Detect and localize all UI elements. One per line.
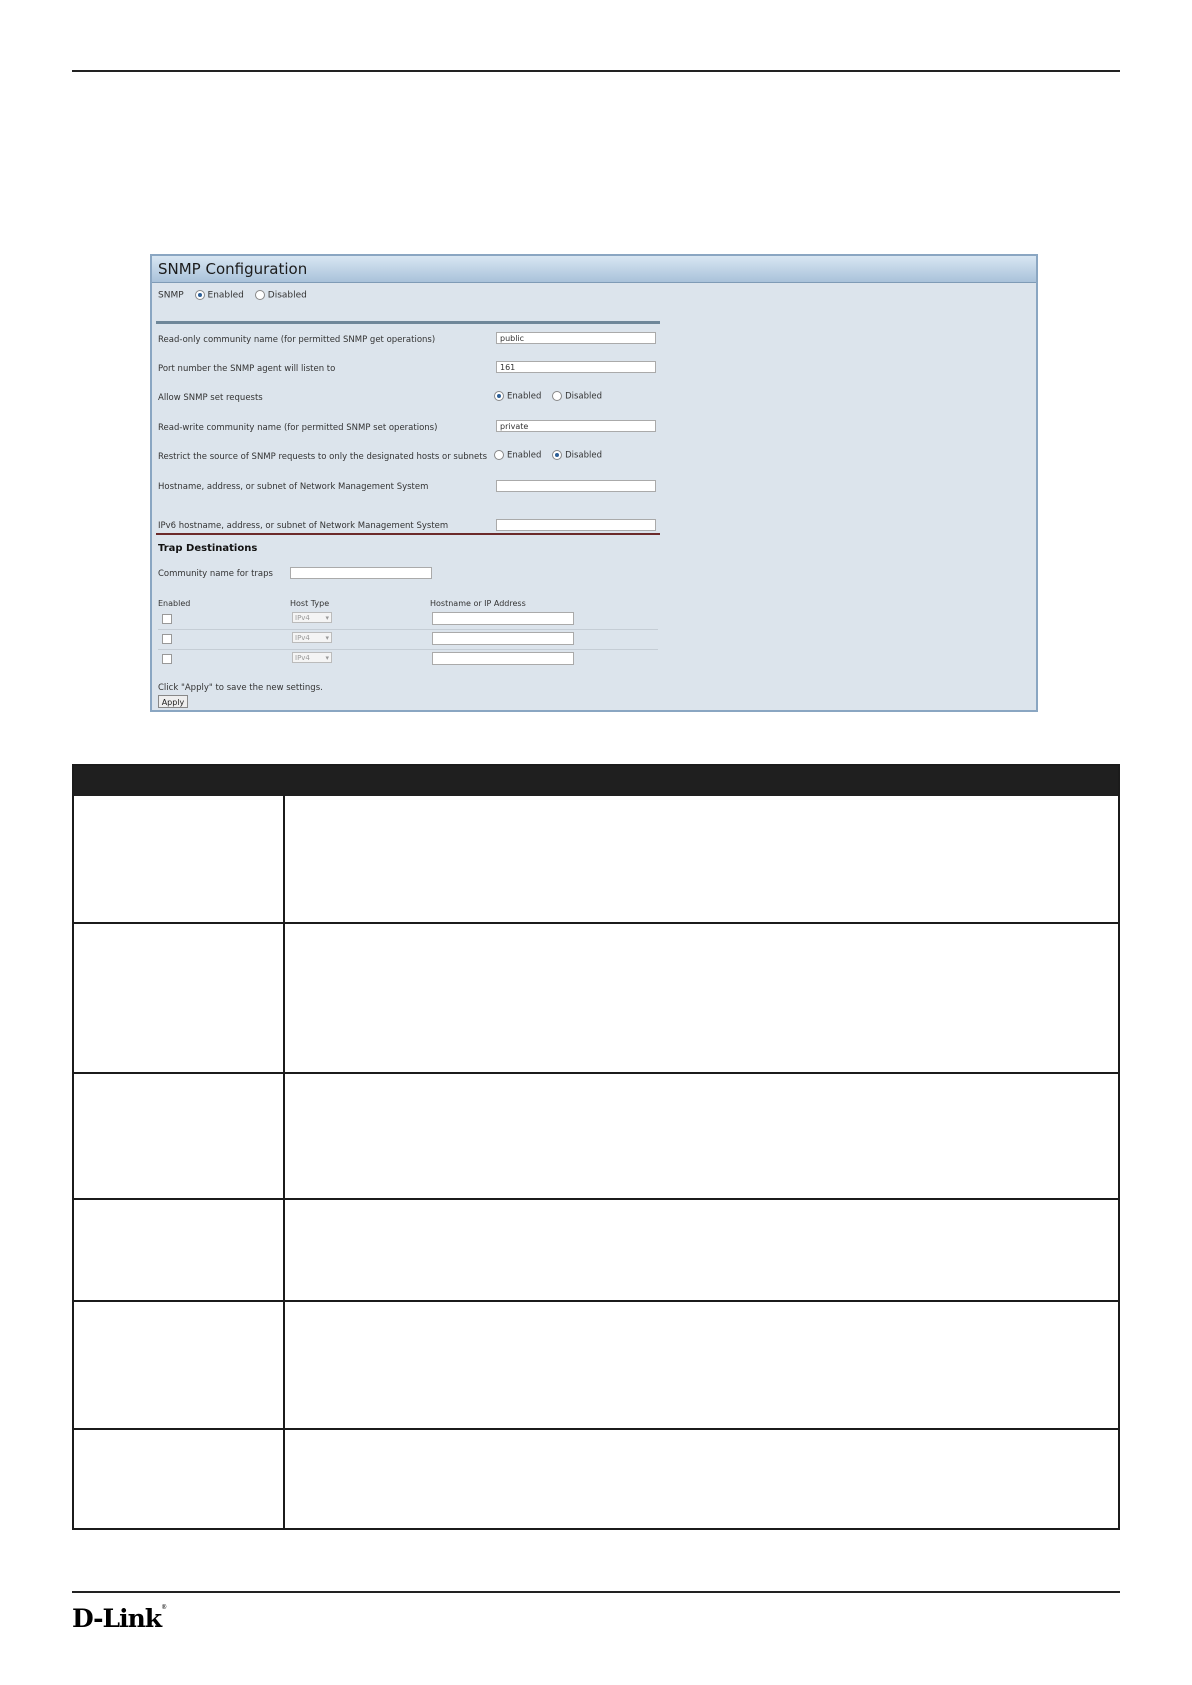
apply-button[interactable]: Apply xyxy=(158,695,188,708)
col-enabled: Enabled xyxy=(158,599,191,608)
host-type-select[interactable]: IPv4 ▾ xyxy=(292,632,332,643)
snmp-enabled-label: Enabled xyxy=(207,290,244,301)
trap-enabled-checkbox[interactable] xyxy=(162,634,172,644)
trap-destinations-heading: Trap Destinations xyxy=(158,543,258,554)
restrict-disabled-label: Disabled xyxy=(565,450,602,461)
registered-mark: ® xyxy=(161,1604,167,1611)
table-row-divider xyxy=(74,1072,1118,1074)
allow-set-enabled-radio[interactable] xyxy=(494,391,504,401)
restrict-disabled-radio[interactable] xyxy=(552,450,562,460)
allow-set-enabled-label: Enabled xyxy=(507,391,542,402)
rw-community-input[interactable]: private xyxy=(496,420,656,432)
restrict-enabled-label: Enabled xyxy=(507,450,542,461)
section-separator xyxy=(156,321,660,324)
snmp-configuration-panel xyxy=(150,254,1038,712)
dlink-logo xyxy=(72,1604,166,1633)
footer-rule xyxy=(72,1591,1120,1593)
ro-community-input[interactable]: public xyxy=(496,332,656,344)
allow-set-disabled-label: Disabled xyxy=(565,391,602,402)
reference-table xyxy=(72,764,1120,1530)
snmp-label: SNMP xyxy=(158,290,184,301)
restrict-source-label: Restrict the source of SNMP requests to only the designated hosts or subnets xyxy=(158,452,488,462)
trap-host-input[interactable] xyxy=(432,612,574,625)
trap-host-input[interactable] xyxy=(432,632,574,645)
panel-title: SNMP Configuration xyxy=(152,256,1036,283)
snmp-disabled-radio[interactable] xyxy=(255,290,265,300)
table-row-divider xyxy=(74,1428,1118,1430)
header-rule xyxy=(72,70,1120,72)
snmp-enabled-radio[interactable] xyxy=(195,290,205,300)
table-row-divider xyxy=(74,1198,1118,1200)
host-type-select[interactable]: IPv4 ▾ xyxy=(292,652,332,663)
ro-community-label: Read-only community name (for permitted SNMP get operations) xyxy=(158,335,436,345)
port-label: Port number the SNMP agent will listen to xyxy=(158,364,336,374)
restrict-source-radios xyxy=(486,450,602,461)
nms-input[interactable] xyxy=(496,480,656,492)
trap-row xyxy=(158,610,658,628)
snmp-disabled-label: Disabled xyxy=(267,290,307,301)
port-input[interactable]: 161 xyxy=(496,361,656,373)
trap-row xyxy=(158,630,658,648)
col-host-type: Host Type xyxy=(290,599,330,608)
apply-note: Click "Apply" to save the new settings. xyxy=(158,683,323,693)
restrict-enabled-radio[interactable] xyxy=(494,450,504,460)
table-header-bar xyxy=(74,766,1118,796)
nms-label: Hostname, address, or subnet of Network Management System xyxy=(158,482,429,492)
logo-text: D-Link xyxy=(72,1604,162,1633)
trap-enabled-checkbox[interactable] xyxy=(162,614,172,624)
rw-community-label: Read-write community name (for permitted SNMP set operations) xyxy=(158,423,438,433)
trap-community-input[interactable] xyxy=(290,567,432,579)
snmp-toggle xyxy=(158,290,307,301)
ipv6-nms-input[interactable] xyxy=(496,519,656,531)
trap-enabled-checkbox[interactable] xyxy=(162,654,172,664)
table-column-divider xyxy=(283,796,285,1528)
trap-separator xyxy=(156,533,660,535)
table-row-divider xyxy=(74,922,1118,924)
allow-set-label: Allow SNMP set requests xyxy=(158,393,263,403)
table-row-divider xyxy=(74,1300,1118,1302)
ipv6-nms-label: IPv6 hostname, address, or subnet of Network Management System xyxy=(158,521,449,531)
allow-set-disabled-radio[interactable] xyxy=(552,391,562,401)
host-type-select[interactable]: IPv4 ▾ xyxy=(292,612,332,623)
trap-row xyxy=(158,650,658,668)
allow-set-radios xyxy=(486,391,602,402)
trap-host-input[interactable] xyxy=(432,652,574,665)
col-hostname: Hostname or IP Address xyxy=(430,599,526,608)
trap-community-label: Community name for traps xyxy=(158,569,273,579)
